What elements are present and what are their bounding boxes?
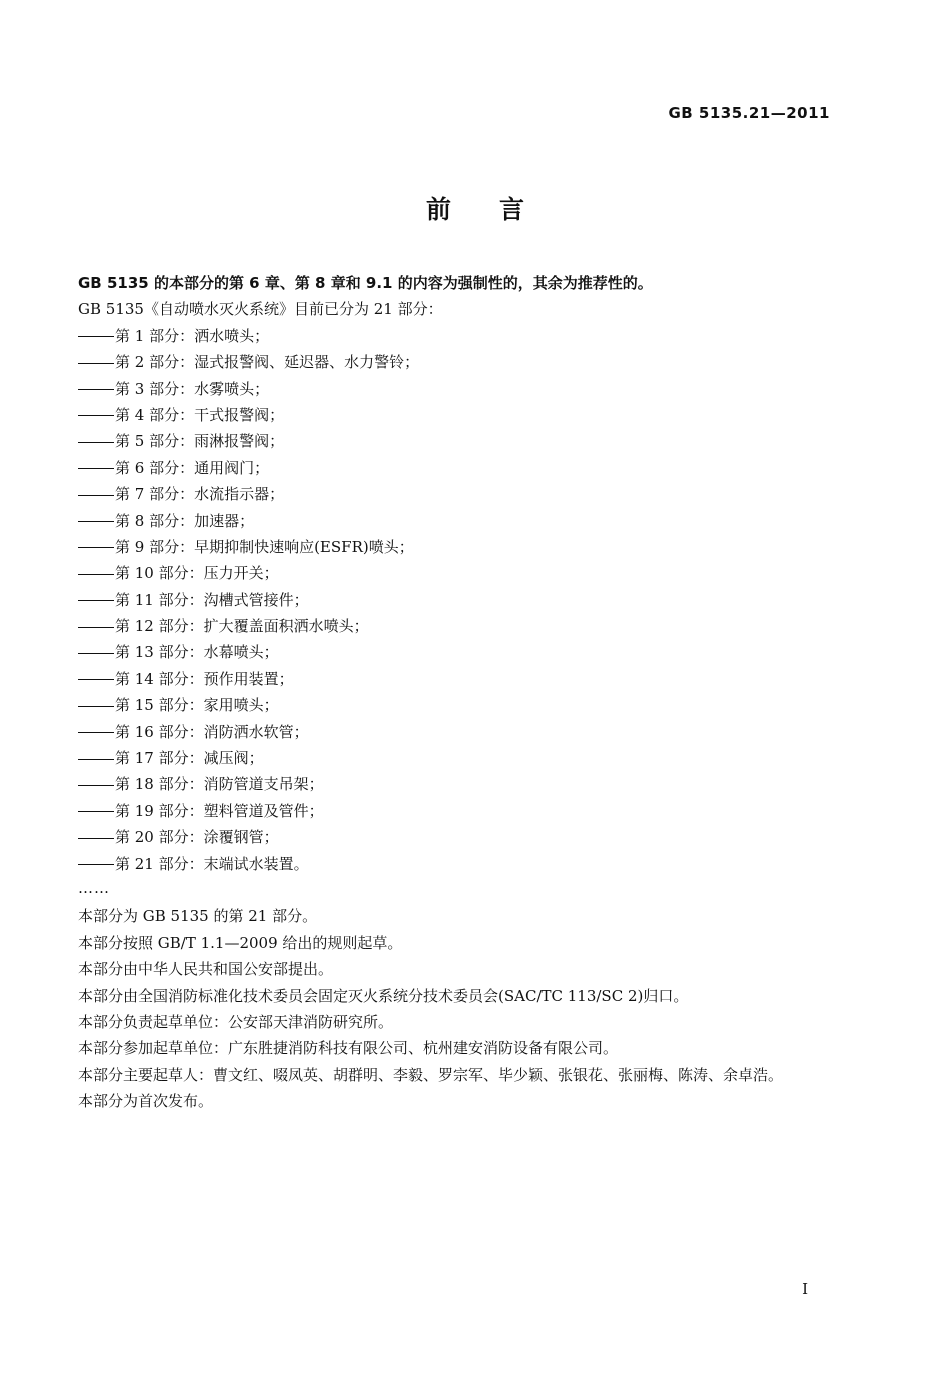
dash-marker (78, 811, 114, 812)
closing-paragraph: 本部分由全国消防标准化技术委员会固定灭火系统分技术委员会(SAC/TC 113/SC 2)归口。 (78, 986, 689, 1005)
list-item-text: 第 4 部分：干式报警阀； (115, 405, 285, 424)
closing-paragraph: 本部分为首次发布。 (78, 1092, 214, 1111)
dash-marker (78, 653, 114, 654)
dash-marker (78, 495, 114, 496)
dash-marker (78, 363, 114, 364)
list-item-text: 第 20 部分：涂覆钢管； (115, 828, 279, 847)
list-item (78, 771, 868, 797)
document-code: GB 5135.21—2011 (668, 104, 830, 122)
closing-paragraph: 本部分按照 GB/T 1.1—2009 给出的规则起草。 (78, 933, 403, 952)
list-item (78, 666, 868, 692)
page-number: I (802, 1280, 808, 1298)
dash-marker (78, 336, 114, 337)
list-item (78, 428, 868, 454)
list-item (78, 560, 868, 586)
list-item-text: 第 9 部分：早期抑制快速响应(ESFR)喷头； (115, 537, 414, 556)
closing-paragraph: 本部分由中华人民共和国公安部提出。 (78, 960, 334, 979)
dash-marker (78, 547, 114, 548)
list-item-text: 第 5 部分：雨淋报警阀； (115, 432, 285, 451)
list-item (78, 692, 868, 718)
list-item (78, 719, 868, 745)
dash-marker (78, 838, 114, 839)
page-title: 前言 (425, 195, 572, 224)
foreword-body (78, 270, 868, 1115)
mandatory-note: GB 5135 的本部分的第 6 章、第 8 章和 9.1 的内容为强制性的，其余为推荐性的。 (78, 274, 653, 292)
list-item (78, 745, 868, 771)
closing-paragraph: 本部分负责起草单位：公安部天津消防研究所。 (78, 1012, 394, 1031)
list-item-text: 第 10 部分：压力开关； (115, 564, 279, 583)
dash-marker (78, 389, 114, 390)
dash-marker (78, 574, 114, 575)
list-item (78, 639, 868, 665)
list-item (78, 534, 868, 560)
list-item-text: 第 3 部分：水雾喷头； (115, 379, 270, 398)
list-item-text: 第 1 部分：洒水喷头； (115, 326, 270, 345)
dash-marker (78, 785, 114, 786)
list-item (78, 587, 868, 613)
list-item (78, 402, 868, 428)
list-item (78, 455, 868, 481)
list-item-text: 第 7 部分：水流指示器； (115, 485, 285, 504)
list-item (78, 851, 868, 877)
list-item (78, 824, 868, 850)
closing-paragraph: 本部分主要起草人：曹文红、啜凤英、胡群明、李毅、罗宗军、毕少颖、张银花、张丽梅、陈涛、余卓浩。 (78, 1065, 784, 1084)
series-intro: GB 5135《自动喷水灭火系统》目前已分为 21 部分： (78, 300, 443, 319)
list-item (78, 508, 868, 534)
dash-marker (78, 732, 114, 733)
list-item-text: 第 18 部分：消防管道支吊架； (115, 775, 324, 794)
parts-list (78, 323, 868, 877)
list-item-text: 第 14 部分：预作用装置； (115, 669, 294, 688)
closing-paragraph: 本部分为 GB 5135 的第 21 部分。 (78, 907, 318, 926)
list-item-text: 第 2 部分：湿式报警阀、延迟器、水力警铃； (115, 353, 420, 372)
list-item-text: 第 11 部分：沟槽式管接件； (115, 590, 309, 609)
dash-marker (78, 600, 114, 601)
dash-marker (78, 706, 114, 707)
list-item (78, 349, 868, 375)
list-item-text: 第 17 部分：减压阀； (115, 749, 264, 768)
list-item-text: 第 13 部分：水幕喷头； (115, 643, 279, 662)
list-item (78, 376, 868, 402)
dash-marker (78, 679, 114, 680)
list-item-text: 第 19 部分：塑料管道及管件； (115, 801, 324, 820)
dash-marker (78, 627, 114, 628)
list-item (78, 481, 868, 507)
list-item-text: 第 12 部分：扩大覆盖面积洒水喷头； (115, 617, 369, 636)
dash-marker (78, 442, 114, 443)
list-item-text: 第 21 部分：末端试水装置。 (115, 854, 309, 873)
list-item-text: 第 6 部分：通用阀门； (115, 458, 270, 477)
dash-marker (78, 415, 114, 416)
list-item-text: 第 16 部分：消防洒水软管； (115, 722, 309, 741)
dash-marker (78, 759, 114, 760)
list-item (78, 613, 868, 639)
list-item (78, 323, 868, 349)
list-item (78, 798, 868, 824)
dash-marker (78, 864, 114, 865)
dash-marker (78, 468, 114, 469)
list-item-text: 第 8 部分：加速器； (115, 511, 255, 530)
dash-marker (78, 521, 114, 522)
list-item-text: 第 15 部分：家用喷头； (115, 696, 279, 715)
ellipsis: …… (78, 878, 110, 897)
closing-paragraph: 本部分参加起草单位：广东胜捷消防科技有限公司、杭州建安消防设备有限公司。 (78, 1039, 619, 1058)
